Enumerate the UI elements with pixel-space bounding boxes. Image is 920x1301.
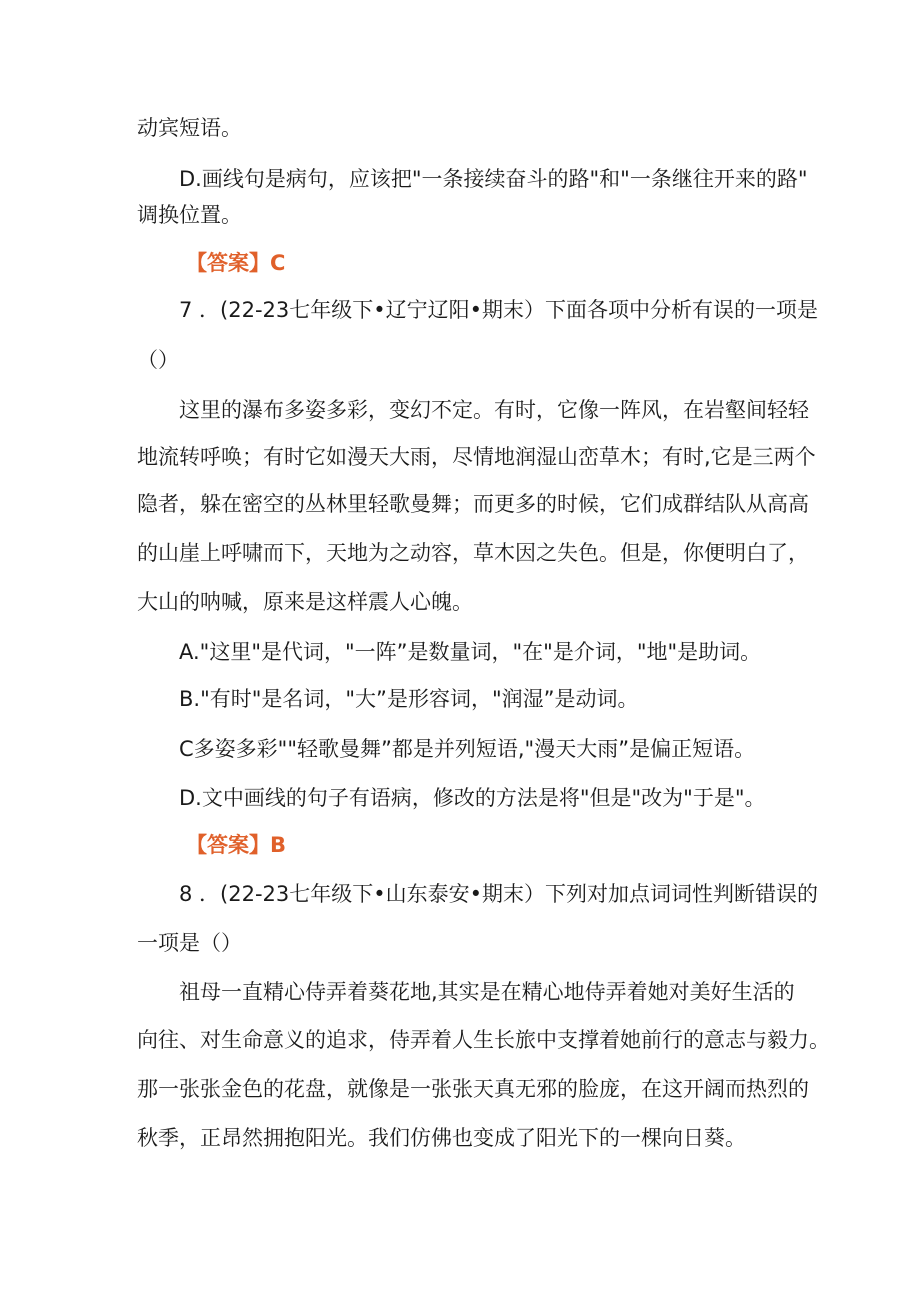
option-a-text: A."这里"是代词，"一阵”是数量词，"在"是介词，"地"是助词。 bbox=[179, 640, 762, 664]
question-8-stem-cont: 一项是（） bbox=[137, 931, 242, 955]
question-7-brackets: （） bbox=[137, 348, 179, 372]
question-7-stem: 7 ．(22-23七年级下•辽宁辽阳•期末）下面各项中分析有误的一项是 bbox=[179, 298, 819, 322]
text-line: 调换位置。 bbox=[137, 203, 242, 227]
answer-label: 【答案】C bbox=[186, 251, 286, 275]
passage-line: 地流转呼唤；有时它如漫天大雨，尽情地润湿山峦草木；有时,它是三两个 bbox=[137, 445, 816, 469]
option-c-text: C多姿多彩""轻歌曼舞”都是并列短语,"漫天大雨”是偏正短语。 bbox=[179, 737, 756, 761]
option-d-text: D.画线句是病句，应该把"一条接续奋斗的路"和"一条继往开来的路" bbox=[179, 167, 808, 191]
passage-line: 的山崖上呼啸而下，天地为之动容，草木因之失色。但是，你便明白了， bbox=[137, 541, 809, 565]
text-line: 动宾短语。 bbox=[137, 116, 242, 140]
answer-label: 【答案】B bbox=[186, 833, 287, 857]
passage-line: 这里的瀑布多姿多彩，变幻不定。有时，它像一阵风，在岩壑间轻轻 bbox=[179, 398, 809, 422]
option-d-text: D.文中画线的句子有语病，修改的方法是将"但是"改为"于是"。 bbox=[179, 786, 766, 810]
passage-line: 祖母一直精心侍弄着葵花地,其实是在精心地侍弄着她对美好生活的 bbox=[179, 980, 795, 1004]
passage-line: 那一张张金色的花盘，就像是一张张天真无邪的脸庞，在这开阔而热烈的 bbox=[137, 1077, 809, 1101]
option-b-text: B."有时"是名词，"大”是形容词，"润湿”是动词。 bbox=[179, 687, 639, 711]
passage-line: 向往、对生命意义的追求，侍弄着人生长旅中支撑着她前行的意志与毅力。 bbox=[137, 1028, 830, 1052]
passage-line: 秋季，正昂然拥抱阳光。我们仿佛也变成了阳光下的一棵向日葵。 bbox=[137, 1126, 746, 1150]
passage-line: 大山的呐喊，原来是这样震人心魄。 bbox=[137, 590, 473, 614]
question-8-stem: 8 ．(22-23七年级下•山东泰安•期末）下列对加点词词性判断错误的 bbox=[179, 882, 819, 906]
passage-line: 隐者，躲在密空的丛林里轻歌曼舞；而更多的时候，它们成群结队从高高 bbox=[137, 492, 809, 516]
